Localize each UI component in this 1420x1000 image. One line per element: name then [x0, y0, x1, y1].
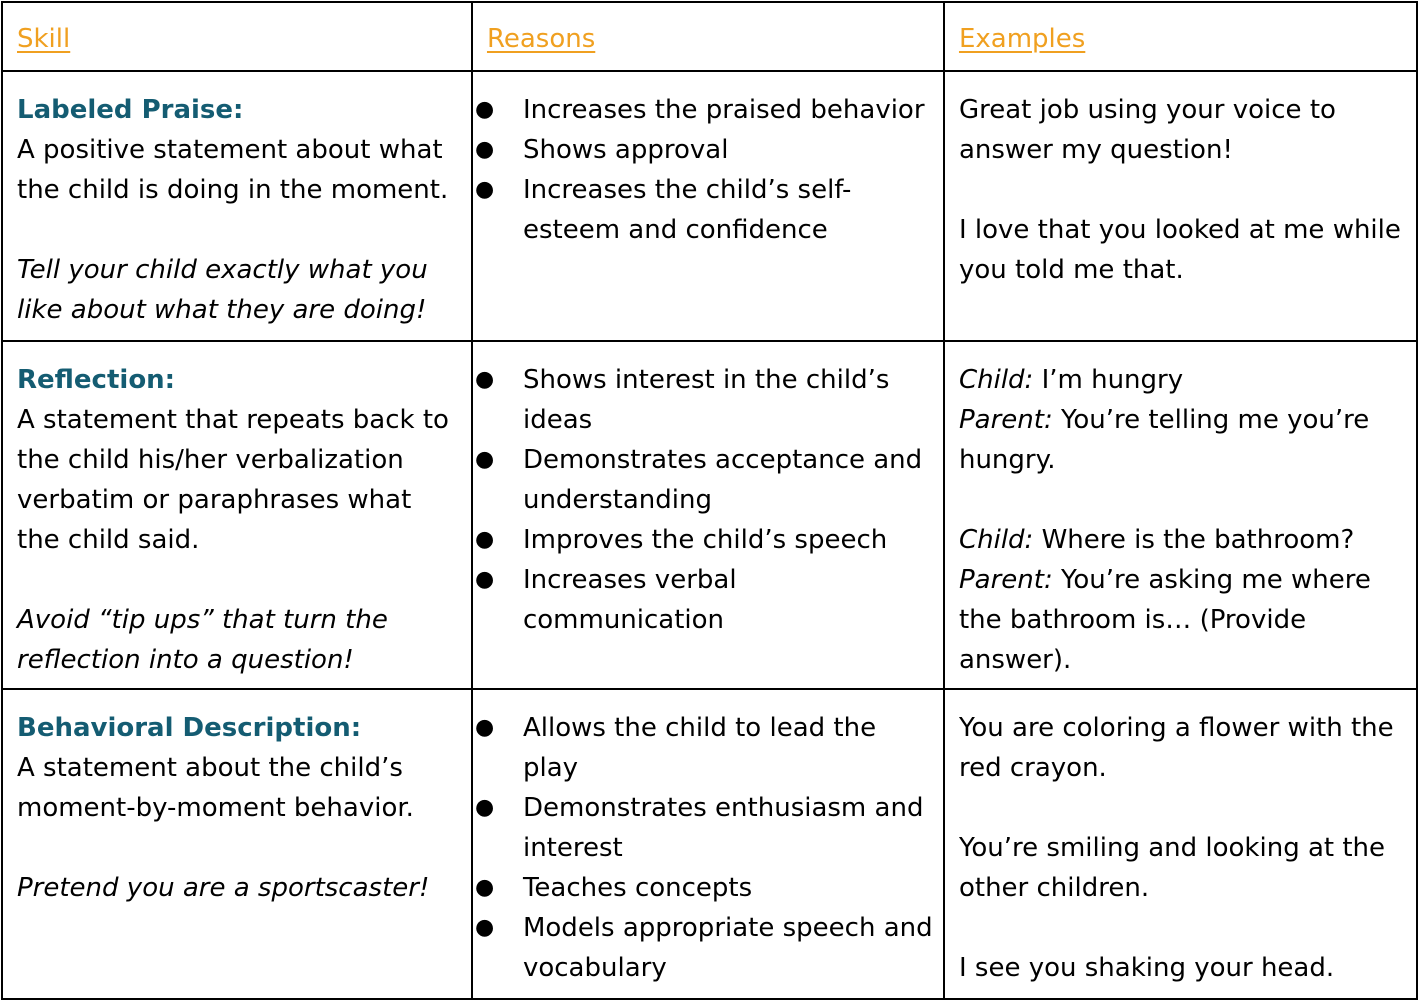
parent-text: You’re asking me where the bathroom is… (Provide answer). [958, 565, 1371, 675]
list-item [475, 708, 933, 788]
examples-cell [944, 71, 1417, 341]
bullet-icon: ● [474, 527, 495, 552]
parent-label: Parent: [958, 565, 1053, 595]
reasons-cell [472, 689, 944, 999]
header-reasons: Reasons [472, 2, 944, 71]
example-text: I love that you looked at me while you told me that. [958, 215, 1401, 285]
reason-text: Models appropriate speech and vocabulary [522, 913, 933, 983]
skill-tip: Avoid “tip ups” that turn the reflection into a question! [17, 605, 388, 675]
parent-label: Parent: [958, 405, 1053, 435]
reason-text: Shows interest in the child’s ideas [522, 365, 890, 435]
child-line [959, 520, 1406, 560]
list-item [475, 520, 933, 560]
list-item [475, 908, 933, 988]
list-item [475, 170, 933, 250]
reason-text: Increases the praised behavior [522, 95, 925, 125]
header-skill: Skill [2, 2, 472, 71]
reasons-cell [472, 71, 944, 341]
table-row [2, 689, 1417, 999]
skill-definition: A statement that repeats back to the child his/her verbalization verbatim or paraphrases what the child said. [17, 405, 449, 555]
bullet-icon: ● [474, 567, 495, 592]
child-text: I’m hungry [1033, 365, 1184, 395]
skills-table [1, 1, 1418, 1000]
child-label: Child: [958, 365, 1034, 395]
reasons-list [475, 360, 933, 640]
parent-line [959, 400, 1406, 480]
bullet-icon: ● [474, 715, 495, 740]
list-item [475, 868, 933, 908]
child-text: Where is the bathroom? [1033, 525, 1355, 555]
example-text: I see you shaking your head. [958, 953, 1335, 983]
reasons-cell [472, 341, 944, 689]
list-item [475, 440, 933, 520]
bullet-icon: ● [474, 367, 495, 392]
reason-text: Teaches concepts [522, 873, 753, 903]
bullet-icon: ● [474, 177, 495, 202]
skill-name: Behavioral Description: [17, 713, 362, 743]
example-text: Great job using your voice to answer my question! [958, 95, 1336, 165]
child-label: Child: [958, 525, 1034, 555]
examples-cell [944, 341, 1417, 689]
reason-text: Improves the child’s speech [522, 525, 888, 555]
skill-name: Labeled Praise: [17, 95, 244, 125]
dialogue-example [959, 360, 1406, 480]
table-row [2, 71, 1417, 341]
bullet-icon: ● [474, 915, 495, 940]
skill-tip: Pretend you are a sportscaster! [17, 873, 430, 903]
skill-cell [2, 341, 472, 689]
bullet-icon: ● [474, 875, 495, 900]
example-text: You are coloring a flower with the red crayon. [958, 713, 1394, 783]
examples-cell [944, 689, 1417, 999]
reason-text: Demonstrates enthusiasm and interest [522, 793, 924, 863]
bullet-icon: ● [474, 97, 495, 122]
list-item [475, 90, 933, 130]
reason-text: Increases verbal communication [522, 565, 737, 635]
reason-text: Allows the child to lead the play [522, 713, 877, 783]
reason-text: Shows approval [522, 135, 729, 165]
skill-definition: A statement about the child’s moment-by-moment behavior. [17, 753, 414, 823]
list-item [475, 130, 933, 170]
list-item [475, 560, 933, 640]
example-text: You’re smiling and looking at the other children. [958, 833, 1386, 903]
skill-cell [2, 71, 472, 341]
parent-line [959, 560, 1406, 680]
dialogue-example [959, 520, 1406, 680]
table-row [2, 341, 1417, 689]
header-examples: Examples [944, 2, 1417, 71]
bullet-icon: ● [474, 137, 495, 162]
reason-text: Demonstrates acceptance and understanding [522, 445, 923, 515]
skill-cell [2, 689, 472, 999]
parent-text: You’re telling me you’re hungry. [958, 405, 1370, 475]
reasons-list [475, 708, 933, 988]
skill-definition: A positive statement about what the child is doing in the moment. [17, 135, 449, 205]
table-header-row [2, 2, 1417, 71]
bullet-icon: ● [474, 447, 495, 472]
bullet-icon: ● [474, 795, 495, 820]
reason-text: Increases the child’s self-esteem and confidence [522, 175, 852, 245]
skill-name: Reflection: [17, 365, 176, 395]
child-line [959, 360, 1406, 400]
skill-tip: Tell your child exactly what you like about what they are doing! [17, 255, 428, 325]
list-item [475, 360, 933, 440]
reasons-list [475, 90, 933, 250]
list-item [475, 788, 933, 868]
